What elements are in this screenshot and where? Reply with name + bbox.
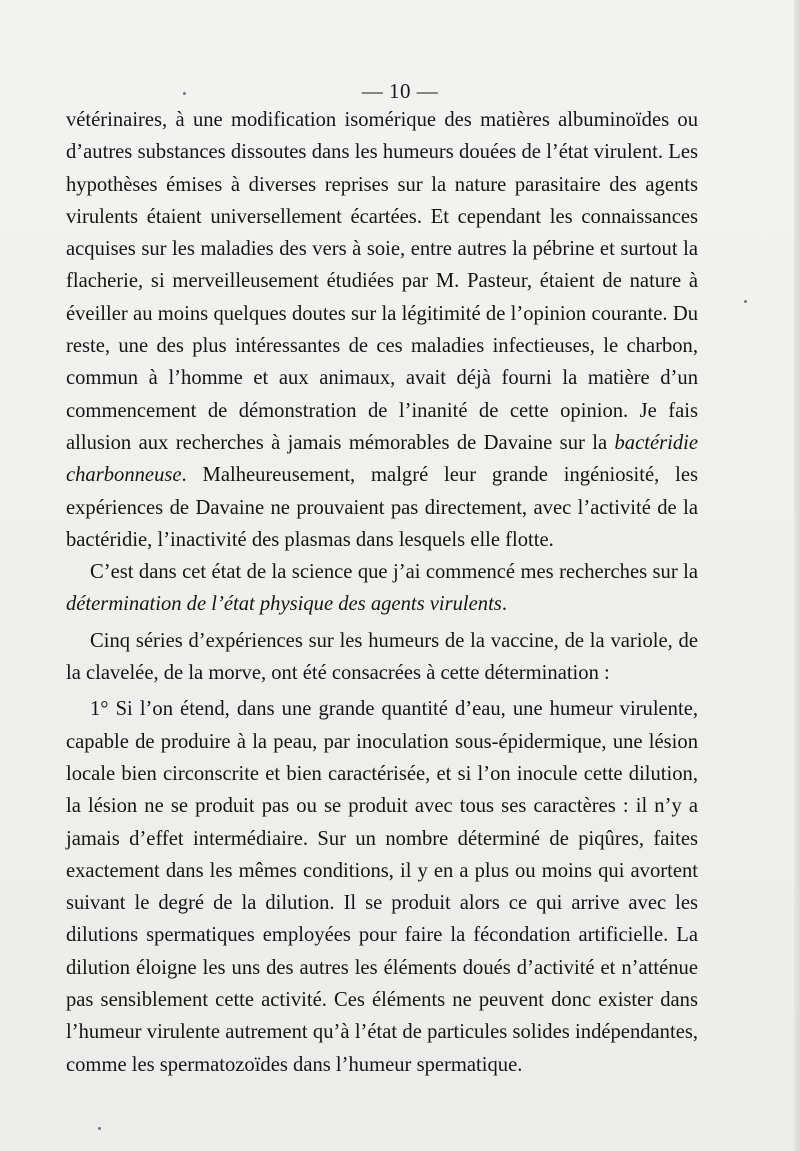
page-number: — 10 —: [361, 79, 439, 103]
paragraph-3: [66, 625, 698, 690]
italic-term-determination: détermination de l’état physique des agents virulents: [66, 593, 502, 616]
scan-speck: [183, 92, 186, 95]
text-segment: 1° Si l’on étend, dans une grande quantité d’eau, une humeur virulente, capable de produire à la peau, par inoculation sous-épidermique, une lésion locale bien circonscrite et bien caractérisée, et si l’on inocule cette dilution, la lésion ne se produit pas ou se produit avec tous ses caractères : il n’y a jamais d’effet intermédiaire. Sur un nombre déterminé de piqûres, faites exactement dans les mêmes conditions, il y en a plus ou moins qui avortent suivant le degré de la dilution. Il se produit alors ce qui arrive avec les dilutions spermatiques employées pour faire la fécondation artificielle. La dilution éloigne les uns des autres les éléments doués d’activité et n’atténue pas sensiblement cette activité. Ces éléments ne peuvent donc exister dans l’humeur virulente autrement qu’à l’état de particules solides indépendantes, comme les spermatozoïdes dans l’humeur spermatique.: [66, 698, 698, 1076]
paragraph-1: [66, 104, 698, 556]
paragraph-2: [66, 556, 698, 621]
text-segment: .: [501, 593, 507, 616]
italic-term-bacteridie: bactéridie charbonneuse: [66, 431, 698, 487]
page-edge-shadow: [794, 0, 800, 1151]
text-segment: Cinq séries d’expériences sur les humeurs de la vaccine, de la variole, de la clavelée, de la morve, ont été consacrées à cette détermination :: [66, 629, 698, 685]
text-segment: . Malheureusement, malgré leur grande ingéniosité, les expériences de Davaine ne prouvaient pas directement, avec l’activité de la bactéridie, l’inactivité des plasmas dans lesquels elle flotte.: [66, 464, 698, 551]
scan-speck: [98, 1127, 101, 1130]
text-segment: C’est dans cet état de la science que j’ai commencé mes recherches sur la: [90, 561, 698, 584]
scan-speck: [744, 300, 747, 303]
body-text: [66, 104, 698, 1081]
text-segment: vétérinaires, à une modification isomérique des matières albuminoïdes ou d’autres substances dissoutes dans les humeurs douées de l’état virulent. Les hypothèses émises à diverses reprises sur la nature parasitaire des agents virulents étaient universellement écartées. Et cependant les connaissances acquises sur les maladies des vers à soie, entre autres la pébrine et surtout la flacherie, si merveilleusement étudiées par M. Pasteur, étaient de nature à éveiller au moins quelques doutes sur la légitimité de l’opinion courante. Du reste, une des plus intéressantes de ces maladies infectieuses, le charbon, commun à l’homme et aux animaux, avait déjà fourni la matière d’un commencement de démonstration de l’inanité de cette opinion. Je fais allusion aux recherches à jamais mémorables de Davaine sur la: [66, 109, 698, 454]
paragraph-4: [66, 693, 698, 1081]
